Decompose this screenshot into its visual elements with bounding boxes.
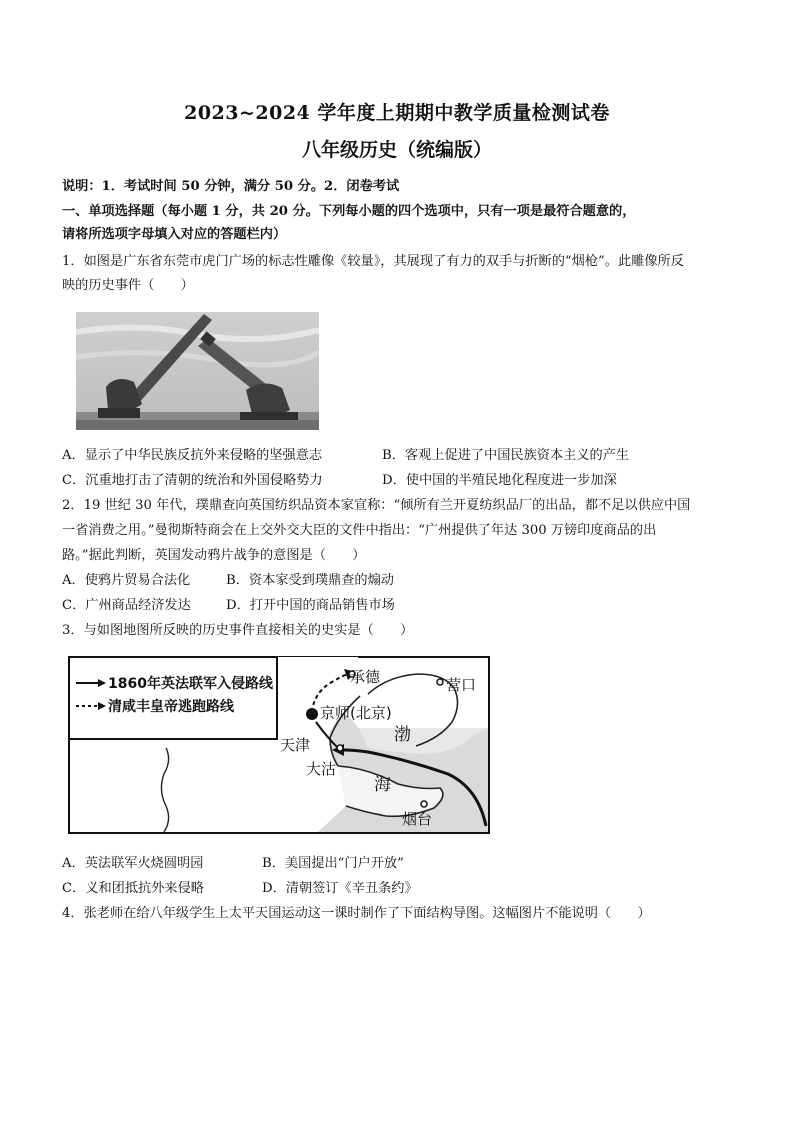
q3-option-a: A．英法联军火烧圆明园 bbox=[62, 856, 204, 871]
q4-stem-line1: 4．张老师在给八年级学生上太平天国运动这一课时制作了下面结构导图。这幅图片不能说明（ ） bbox=[62, 906, 651, 921]
q3-option-b: B．美国提出“门户开放” bbox=[262, 856, 404, 871]
section-heading-line1: 一、单项选择题（每小题 1 分，共 20 分。下列每小题的四个选项中，只有一项是最符合题意的， bbox=[62, 204, 636, 219]
exam-subtitle: 八年级历史（统编版） bbox=[301, 139, 492, 161]
q2-stem-line3: 路。”据此判断，英国发动鸦片战争的意图是（ ） bbox=[62, 548, 366, 563]
q1-option-d: D．使中国的半殖民地化程度进一步加深 bbox=[382, 473, 617, 488]
label-yantai: 烟台 bbox=[402, 810, 433, 828]
label-jingshi: 京师(北京) bbox=[320, 704, 392, 722]
q1-option-c: C．沉重地打击了清朝的统治和外国侵略势力 bbox=[62, 473, 323, 488]
q1-sculpture-photo bbox=[76, 312, 319, 430]
q1-stem-line2: 映的历史事件（ ） bbox=[62, 278, 194, 293]
q1-option-b: B．客观上促进了中国民族资本主义的产生 bbox=[382, 448, 630, 463]
q3-route-map bbox=[68, 656, 490, 834]
label-dagu: 大沽 bbox=[306, 760, 337, 778]
q3-option-c: C．义和团抵抗外来侵略 bbox=[62, 881, 204, 896]
q2-option-d: D．打开中国的商品销售市场 bbox=[226, 598, 395, 613]
legend-invasion-route: 1860年英法联军入侵路线 bbox=[108, 676, 273, 692]
q2-stem-line1: 2．19 世纪 30 年代，璞鼎查向英国纺织品资本家宣称：“倾所有兰开夏纺织品厂的出品，都不足以供应中国 bbox=[62, 498, 691, 513]
legend-escape-route: 清咸丰皇帝逃跑路线 bbox=[108, 699, 234, 715]
label-chengde: 承德 bbox=[350, 668, 381, 686]
q1-option-a: A．显示了中华民族反抗外来侵略的坚强意志 bbox=[62, 448, 323, 463]
q3-option-d: D．清朝签订《辛丑条约》 bbox=[262, 881, 418, 896]
q2-option-a: A．使鸦片贸易合法化 bbox=[62, 573, 191, 588]
q1-stem-line1: 1．如图是广东省东莞市虎门广场的标志性雕像《较量》，其展现了有力的双手与折断的“烟枪”。此雕像所反 bbox=[62, 254, 684, 269]
q2-stem-line2: 一省消费之用。”曼彻斯特商会在上交外交大臣的文件中指出：“广州提供了年达 300 万镑印度商品的出 bbox=[62, 523, 657, 538]
label-hai: 海 bbox=[374, 775, 391, 795]
instructions: 说明：1．考试时间 50 分钟，满分 50 分。2．闭卷考试 bbox=[62, 179, 400, 194]
label-yingkou: 营口 bbox=[446, 676, 477, 694]
q3-stem-line1: 3．与如图地图所反映的历史事件直接相关的史实是（ ） bbox=[62, 623, 414, 638]
label-bo: 渤 bbox=[394, 725, 411, 745]
exam-title: 2023~2024 学年度上期期中教学质量检测试卷 bbox=[184, 102, 610, 124]
label-tianjin: 天津 bbox=[280, 736, 311, 754]
q2-option-c: C．广州商品经济发达 bbox=[62, 598, 191, 613]
q2-option-b: B．资本家受到璞鼎查的煽动 bbox=[226, 573, 394, 588]
section-heading-line2: 请将所选项字母填入对应的答题栏内） bbox=[62, 227, 287, 242]
